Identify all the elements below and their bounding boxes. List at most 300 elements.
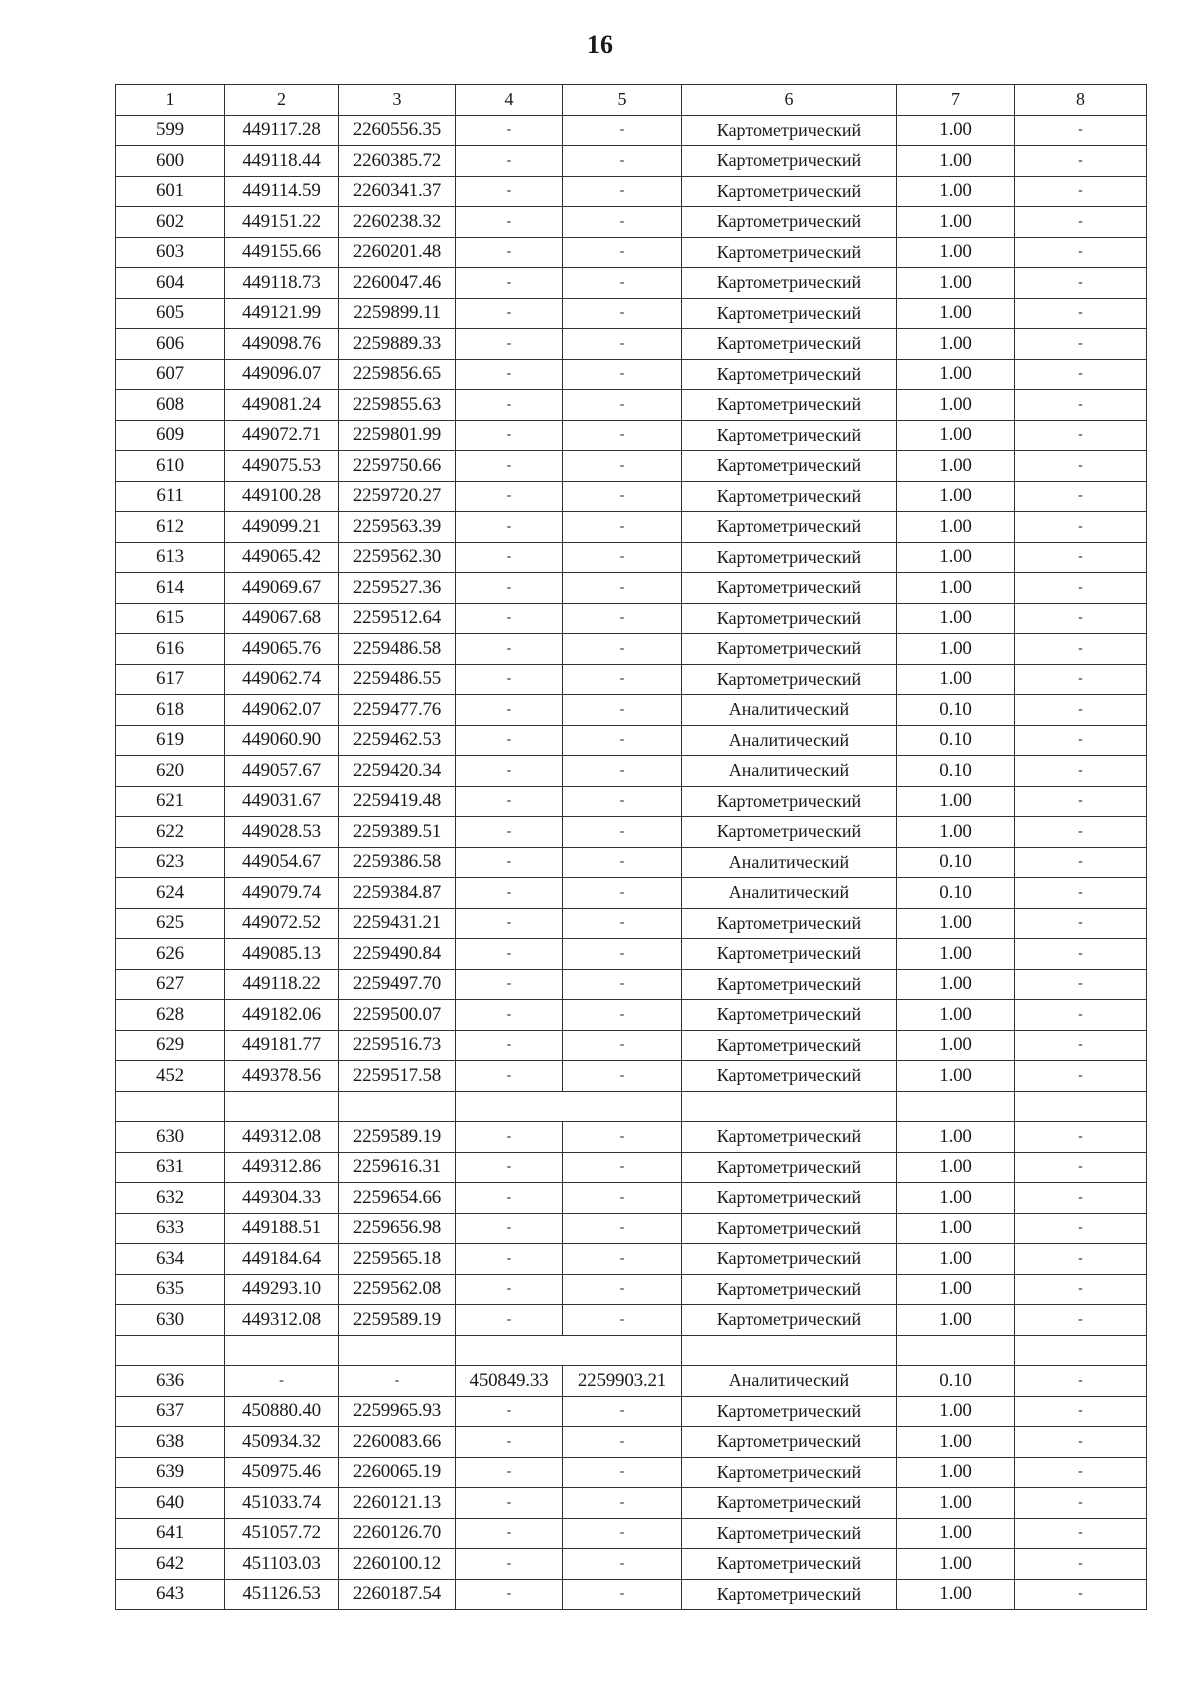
- cell-description: -: [1015, 237, 1147, 268]
- cell-description: -: [1015, 1213, 1147, 1244]
- table-row: [116, 1427, 1147, 1458]
- cell-precision: 1.00: [897, 603, 1015, 634]
- cell-description: -: [1015, 634, 1147, 665]
- cell-x-coordinate: 449081.24: [225, 390, 339, 421]
- cell-method: Аналитический: [682, 847, 897, 878]
- cell-method: [682, 1091, 897, 1122]
- cell-y-new: -: [563, 1396, 682, 1427]
- cell-precision: 1.00: [897, 1579, 1015, 1610]
- cell-x-coordinate: 450880.40: [225, 1396, 339, 1427]
- cell-y-coordinate: 2259386.58: [339, 847, 456, 878]
- cell-precision: 1.00: [897, 573, 1015, 604]
- cell-y-new: -: [563, 878, 682, 909]
- cell-x-new: -: [456, 359, 563, 390]
- table-row: [116, 420, 1147, 451]
- cell-point-number: 612: [116, 512, 225, 543]
- cell-y-new: -: [563, 237, 682, 268]
- cell-x-new: 450849.33: [456, 1366, 563, 1397]
- table-row: [116, 481, 1147, 512]
- cell-point-number: 605: [116, 298, 225, 329]
- cell-point-number: 626: [116, 939, 225, 970]
- cell-point-number: 600: [116, 146, 225, 177]
- cell-method: Картометрический: [682, 1549, 897, 1580]
- cell-description: -: [1015, 908, 1147, 939]
- cell-y-coordinate: 2259486.58: [339, 634, 456, 665]
- table-row: [116, 725, 1147, 756]
- cell-y-new: -: [563, 1244, 682, 1275]
- cell-method: Картометрический: [682, 908, 897, 939]
- cell-x-new: -: [456, 756, 563, 787]
- cell-x-coordinate: 451033.74: [225, 1488, 339, 1519]
- cell-x-coordinate: 450975.46: [225, 1457, 339, 1488]
- cell-method: Картометрический: [682, 1305, 897, 1336]
- cell-precision: 1.00: [897, 146, 1015, 177]
- cell-x-coordinate: 449293.10: [225, 1274, 339, 1305]
- cell-point-number: 603: [116, 237, 225, 268]
- cell-x-new: -: [456, 237, 563, 268]
- cell-y-new: -: [563, 1549, 682, 1580]
- cell-x-new: -: [456, 1427, 563, 1458]
- cell-description: -: [1015, 1549, 1147, 1580]
- cell-y-coordinate: 2259384.87: [339, 878, 456, 909]
- table-row: [116, 1183, 1147, 1214]
- cell-y-new: -: [563, 451, 682, 482]
- cell-y-new: -: [563, 1305, 682, 1336]
- cell-y-coordinate: 2259512.64: [339, 603, 456, 634]
- cell-x-new: -: [456, 1488, 563, 1519]
- cell-x-new: -: [456, 207, 563, 238]
- cell-point-number: 639: [116, 1457, 225, 1488]
- cell-point-number: 637: [116, 1396, 225, 1427]
- cell-x-new: -: [456, 969, 563, 1000]
- cell-y-coordinate: 2259462.53: [339, 725, 456, 756]
- cell-y-coordinate: 2259889.33: [339, 329, 456, 360]
- cell-description: -: [1015, 725, 1147, 756]
- cell-precision: 1.00: [897, 1213, 1015, 1244]
- cell-y-new: -: [563, 1213, 682, 1244]
- cell-description: -: [1015, 1457, 1147, 1488]
- cell-x-coordinate: 449117.28: [225, 115, 339, 146]
- cell-y-coordinate: 2260385.72: [339, 146, 456, 177]
- cell-x-new: -: [456, 115, 563, 146]
- cell-y-coordinate: 2260556.35: [339, 115, 456, 146]
- cell-method: Картометрический: [682, 786, 897, 817]
- cell-method: Картометрический: [682, 664, 897, 695]
- cell-y-new: -: [563, 1030, 682, 1061]
- cell-y-coordinate: 2259589.19: [339, 1122, 456, 1153]
- cell-x-new: -: [456, 1305, 563, 1336]
- cell-method: Картометрический: [682, 1457, 897, 1488]
- cell-description: [1015, 1091, 1147, 1122]
- cell-y-coordinate: 2260126.70: [339, 1518, 456, 1549]
- table-row: [116, 451, 1147, 482]
- cell-precision: 1.00: [897, 329, 1015, 360]
- table-row: [116, 847, 1147, 878]
- table-row: [116, 329, 1147, 360]
- cell-y-coordinate: 2259490.84: [339, 939, 456, 970]
- cell-y-new: -: [563, 1488, 682, 1519]
- column-header-1: 1: [116, 85, 225, 116]
- table-row: [116, 969, 1147, 1000]
- cell-x-new: -: [456, 1061, 563, 1092]
- cell-point-number: [116, 1335, 225, 1366]
- cell-y-new: -: [563, 481, 682, 512]
- cell-method: Картометрический: [682, 268, 897, 299]
- cell-y-new: -: [563, 573, 682, 604]
- cell-point-number: 641: [116, 1518, 225, 1549]
- cell-point-number: 630: [116, 1305, 225, 1336]
- cell-x-coordinate: 449096.07: [225, 359, 339, 390]
- table-row: [116, 756, 1147, 787]
- cell-point-number: 624: [116, 878, 225, 909]
- cell-method: Картометрический: [682, 1396, 897, 1427]
- cell-method: Картометрический: [682, 237, 897, 268]
- cell-point-number: 616: [116, 634, 225, 665]
- cell-y-new: -: [563, 1061, 682, 1092]
- cell-x-new: -: [456, 1152, 563, 1183]
- cell-x-coordinate: 449118.73: [225, 268, 339, 299]
- table-row: [116, 817, 1147, 848]
- cell-description: -: [1015, 939, 1147, 970]
- cell-point-number: 609: [116, 420, 225, 451]
- column-header-6: 6: [682, 85, 897, 116]
- cell-description: -: [1015, 878, 1147, 909]
- cell-description: -: [1015, 1152, 1147, 1183]
- cell-method: Аналитический: [682, 878, 897, 909]
- cell-point-number: 622: [116, 817, 225, 848]
- cell-x-new: -: [456, 1274, 563, 1305]
- cell-x-coordinate: 449060.90: [225, 725, 339, 756]
- cell-description: -: [1015, 115, 1147, 146]
- table-row: [116, 603, 1147, 634]
- cell-precision: 1.00: [897, 908, 1015, 939]
- cell-y-new: -: [563, 756, 682, 787]
- cell-precision: 1.00: [897, 390, 1015, 421]
- cell-description: -: [1015, 451, 1147, 482]
- cell-y-coordinate: -: [339, 1366, 456, 1397]
- cell-point-number: 607: [116, 359, 225, 390]
- cell-description: -: [1015, 390, 1147, 421]
- cell-y-coordinate: 2259497.70: [339, 969, 456, 1000]
- table-row: [116, 664, 1147, 695]
- cell-x-new: -: [456, 939, 563, 970]
- table-row: [116, 908, 1147, 939]
- cell-x-new: -: [456, 695, 563, 726]
- cell-point-number: 642: [116, 1549, 225, 1580]
- cell-y-new: -: [563, 207, 682, 238]
- cell-point-number: 625: [116, 908, 225, 939]
- cell-method: [682, 1335, 897, 1366]
- cell-point-number: 452: [116, 1061, 225, 1092]
- cell-x-coordinate: 449098.76: [225, 329, 339, 360]
- cell-point-number: 610: [116, 451, 225, 482]
- column-header-3: 3: [339, 85, 456, 116]
- cell-x-new: -: [456, 573, 563, 604]
- cell-x-coordinate: 449118.44: [225, 146, 339, 177]
- cell-y-coordinate: 2259562.30: [339, 542, 456, 573]
- cell-method: Картометрический: [682, 451, 897, 482]
- cell-y-new: -: [563, 1579, 682, 1610]
- cell-precision: 0.10: [897, 725, 1015, 756]
- cell-x-new: -: [456, 390, 563, 421]
- cell-description: -: [1015, 298, 1147, 329]
- cell-y-new: -: [563, 1000, 682, 1031]
- cell-precision: 1.00: [897, 969, 1015, 1000]
- cell-description: -: [1015, 420, 1147, 451]
- table-row: [116, 1305, 1147, 1336]
- cell-precision: 1.00: [897, 1183, 1015, 1214]
- cell-x-coordinate: 449378.56: [225, 1061, 339, 1092]
- column-header-5: 5: [563, 85, 682, 116]
- cell-precision: 1.00: [897, 237, 1015, 268]
- cell-y-new: -: [563, 298, 682, 329]
- cell-point-number: 604: [116, 268, 225, 299]
- separator-row: [116, 1335, 1147, 1366]
- cell-y-new: -: [563, 969, 682, 1000]
- cell-point-number: 643: [116, 1579, 225, 1610]
- cell-description: -: [1015, 146, 1147, 177]
- cell-precision: 1.00: [897, 298, 1015, 329]
- cell-method: Картометрический: [682, 390, 897, 421]
- cell-y-coordinate: 2260065.19: [339, 1457, 456, 1488]
- table-row: [116, 1366, 1147, 1397]
- cell-y-coordinate: 2259562.08: [339, 1274, 456, 1305]
- cell-method: Картометрический: [682, 298, 897, 329]
- cell-y-new: -: [563, 1152, 682, 1183]
- cell-description: -: [1015, 969, 1147, 1000]
- cell-point-number: 601: [116, 176, 225, 207]
- cell-x-new: -: [456, 268, 563, 299]
- cell-description: -: [1015, 1061, 1147, 1092]
- cell-y-new: -: [563, 725, 682, 756]
- cell-x-new: -: [456, 420, 563, 451]
- cell-x-new: -: [456, 725, 563, 756]
- cell-y-coordinate: 2259565.18: [339, 1244, 456, 1275]
- cell-x-new: -: [456, 634, 563, 665]
- cell-point-number: 614: [116, 573, 225, 604]
- cell-y-new: -: [563, 1274, 682, 1305]
- cell-precision: 1.00: [897, 451, 1015, 482]
- cell-description: -: [1015, 176, 1147, 207]
- cell-precision: 0.10: [897, 1366, 1015, 1397]
- cell-method: Картометрический: [682, 1183, 897, 1214]
- cell-x-coordinate: 449065.42: [225, 542, 339, 573]
- cell-y-new: -: [563, 1427, 682, 1458]
- table-row: [116, 939, 1147, 970]
- cell-precision: 1.00: [897, 542, 1015, 573]
- table-row: [116, 268, 1147, 299]
- table-row: [116, 1000, 1147, 1031]
- cell-y-new: -: [563, 817, 682, 848]
- cell-method: Картометрический: [682, 207, 897, 238]
- cell-x-coordinate: [225, 1335, 339, 1366]
- cell-y-new: -: [563, 359, 682, 390]
- cell-method: Картометрический: [682, 1030, 897, 1061]
- cell-y-coordinate: 2259517.58: [339, 1061, 456, 1092]
- cell-description: -: [1015, 573, 1147, 604]
- cell-precision: 1.00: [897, 1396, 1015, 1427]
- cell-precision: 1.00: [897, 1274, 1015, 1305]
- cell-method: Картометрический: [682, 420, 897, 451]
- cell-precision: 1.00: [897, 786, 1015, 817]
- cell-description: -: [1015, 1183, 1147, 1214]
- cell-y-new: -: [563, 695, 682, 726]
- cell-precision: 1.00: [897, 481, 1015, 512]
- cell-y-coordinate: 2260201.48: [339, 237, 456, 268]
- cell-description: -: [1015, 786, 1147, 817]
- cell-y-new: -: [563, 268, 682, 299]
- column-header-2: 2: [225, 85, 339, 116]
- cell-y-coordinate: 2259500.07: [339, 1000, 456, 1031]
- cell-precision: 1.00: [897, 1152, 1015, 1183]
- cell-y-coordinate: 2260047.46: [339, 268, 456, 299]
- table-row: [116, 176, 1147, 207]
- cell-y-coordinate: 2259616.31: [339, 1152, 456, 1183]
- cell-x-coordinate: 449100.28: [225, 481, 339, 512]
- page-number: 16: [587, 30, 613, 59]
- cell-point-number: 615: [116, 603, 225, 634]
- cell-x-new: -: [456, 1457, 563, 1488]
- cell-precision: [897, 1335, 1015, 1366]
- cell-x-coordinate: 449304.33: [225, 1183, 339, 1214]
- cell-precision: 1.00: [897, 1427, 1015, 1458]
- cell-point-number: 632: [116, 1183, 225, 1214]
- cell-point-number: 634: [116, 1244, 225, 1275]
- cell-precision: 1.00: [897, 664, 1015, 695]
- cell-x-coordinate: 449312.08: [225, 1122, 339, 1153]
- cell-x-new: -: [456, 664, 563, 695]
- cell-x-new: -: [456, 1396, 563, 1427]
- cell-y-new: -: [563, 603, 682, 634]
- cell-method: Картометрический: [682, 481, 897, 512]
- cell-y-coordinate: 2259856.65: [339, 359, 456, 390]
- cell-description: -: [1015, 847, 1147, 878]
- cell-y-coordinate: 2259589.19: [339, 1305, 456, 1336]
- cell-x-new: -: [456, 878, 563, 909]
- cell-description: -: [1015, 207, 1147, 238]
- cell-x-coordinate: 449118.22: [225, 969, 339, 1000]
- cell-precision: 1.00: [897, 1061, 1015, 1092]
- cell-description: -: [1015, 1274, 1147, 1305]
- cell-description: -: [1015, 664, 1147, 695]
- cell-y-coordinate: 2259855.63: [339, 390, 456, 421]
- cell-point-number: 631: [116, 1152, 225, 1183]
- cell-x-coordinate: 449069.67: [225, 573, 339, 604]
- cell-point-number: 621: [116, 786, 225, 817]
- table-row: [116, 207, 1147, 238]
- cell-description: -: [1015, 268, 1147, 299]
- cell-x-coordinate: 449079.74: [225, 878, 339, 909]
- cell-y-new: -: [563, 420, 682, 451]
- cell-description: -: [1015, 1244, 1147, 1275]
- cell-method: Аналитический: [682, 725, 897, 756]
- cell-precision: 1.00: [897, 115, 1015, 146]
- cell-y-coordinate: 2259750.66: [339, 451, 456, 482]
- cell-y-coordinate: 2259516.73: [339, 1030, 456, 1061]
- cell-y-coordinate: 2260238.32: [339, 207, 456, 238]
- cell-y-new: -: [563, 908, 682, 939]
- cell-y-new: -: [563, 512, 682, 543]
- cell-point-number: 640: [116, 1488, 225, 1519]
- table-row: [116, 115, 1147, 146]
- table-row: [116, 1244, 1147, 1275]
- table-row: [116, 390, 1147, 421]
- cell-y-coordinate: [339, 1091, 456, 1122]
- cell-description: -: [1015, 1488, 1147, 1519]
- table-body: [116, 115, 1147, 1610]
- cell-description: -: [1015, 481, 1147, 512]
- cell-y-coordinate: 2259477.76: [339, 695, 456, 726]
- cell-precision: 1.00: [897, 817, 1015, 848]
- cell-method: Картометрический: [682, 573, 897, 604]
- cell-point-number: 635: [116, 1274, 225, 1305]
- cell-x-new: -: [456, 847, 563, 878]
- cell-x-coordinate: 449312.08: [225, 1305, 339, 1336]
- table-row: [116, 1061, 1147, 1092]
- cell-x-new: -: [456, 329, 563, 360]
- table-row: [116, 573, 1147, 604]
- cell-method: Картометрический: [682, 1244, 897, 1275]
- column-header-4: 4: [456, 85, 563, 116]
- cell-precision: 1.00: [897, 176, 1015, 207]
- cell-x-coordinate: 449121.99: [225, 298, 339, 329]
- cell-y-new: 2259903.21: [563, 1366, 682, 1397]
- cell-method: Картометрический: [682, 603, 897, 634]
- cell-method: Картометрический: [682, 542, 897, 573]
- cell-description: -: [1015, 1427, 1147, 1458]
- cell-precision: 1.00: [897, 1305, 1015, 1336]
- cell-x-new: -: [456, 512, 563, 543]
- table-row: [116, 695, 1147, 726]
- cell-x-new: -: [456, 817, 563, 848]
- cell-x-coordinate: 449054.67: [225, 847, 339, 878]
- cell-y-coordinate: 2260187.54: [339, 1579, 456, 1610]
- cell-x-coordinate: 449062.07: [225, 695, 339, 726]
- cell-method: Аналитический: [682, 756, 897, 787]
- cell-x-coordinate: 451057.72: [225, 1518, 339, 1549]
- table-row: [116, 1396, 1147, 1427]
- cell-x-coordinate: 449188.51: [225, 1213, 339, 1244]
- cell-method: Картометрический: [682, 1152, 897, 1183]
- cell-method: Картометрический: [682, 115, 897, 146]
- cell-point-number: 617: [116, 664, 225, 695]
- cell-description: -: [1015, 1305, 1147, 1336]
- cell-x-coordinate: 451126.53: [225, 1579, 339, 1610]
- table-row: [116, 1274, 1147, 1305]
- cell-point-number: 602: [116, 207, 225, 238]
- cell-x-new: -: [456, 786, 563, 817]
- cell-x-new: -: [456, 451, 563, 482]
- cell-x-new: -: [456, 1122, 563, 1153]
- cell-point-number: 630: [116, 1122, 225, 1153]
- cell-description: -: [1015, 817, 1147, 848]
- coordinates-table: [115, 84, 1147, 1610]
- cell-description: -: [1015, 756, 1147, 787]
- cell-y-coordinate: 2260083.66: [339, 1427, 456, 1458]
- cell-x-new: -: [456, 1213, 563, 1244]
- table-row: [116, 1457, 1147, 1488]
- cell-y-new: -: [563, 786, 682, 817]
- cell-x-coordinate: 449072.52: [225, 908, 339, 939]
- cell-precision: 1.00: [897, 420, 1015, 451]
- cell-method: Картометрический: [682, 146, 897, 177]
- table-row: [116, 634, 1147, 665]
- cell-point-number: 628: [116, 1000, 225, 1031]
- cell-y-coordinate: 2259656.98: [339, 1213, 456, 1244]
- table-row: [116, 237, 1147, 268]
- cell-x-coordinate: 449028.53: [225, 817, 339, 848]
- cell-precision: 0.10: [897, 847, 1015, 878]
